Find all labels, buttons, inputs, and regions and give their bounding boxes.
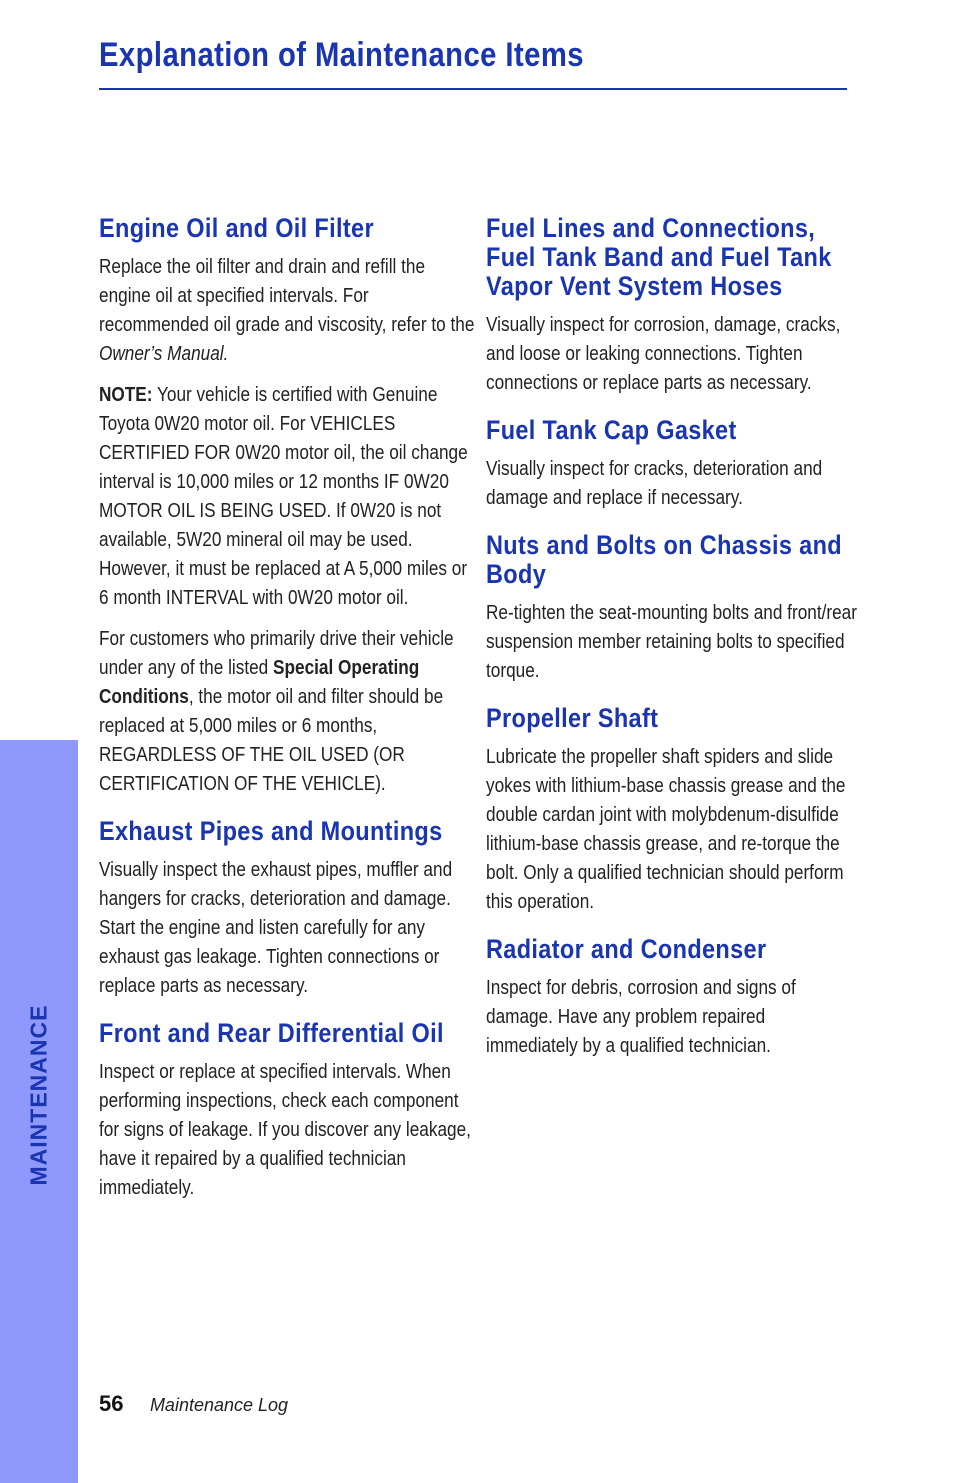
section-engine-oil — [99, 214, 479, 799]
section-radiator — [486, 935, 861, 1061]
section-heading: Fuel Tank Cap Gasket — [486, 415, 737, 445]
section-paragraph: Inspect or replace at specified intervals. When performing inspections, check each component for signs of leakage. If you discover any leakage, have it repaired by a qualified technician immediately. — [99, 1061, 471, 1199]
section-exhaust — [99, 817, 479, 1001]
section-side-tab-label: MAINTENANCE — [25, 1004, 52, 1186]
section-fuel-lines — [486, 214, 861, 398]
paragraph-text: For customers who primarily drive their vehicle under any of the listed — [99, 628, 454, 679]
page-title: Explanation of Maintenance Items — [99, 36, 584, 74]
special-conditions-emphasis: Special Operating Conditions — [99, 657, 420, 708]
section-heading: Front and Rear Differential Oil — [99, 1018, 444, 1048]
section-paragraph: Lubricate the propeller shaft spiders and slide yokes with lithium-base chassis grease and the double cardan joint with molybdenum-disulfide lithium-base chassis grease, and re-torque the bolt. Only a qualified technician should perform this operation. — [486, 746, 846, 913]
manual-reference: Owner’s Manual. — [99, 343, 229, 365]
section-paragraph: Visually inspect for cracks, deterioration and damage and replace if necessary. — [486, 458, 823, 509]
section-heading: Fuel Lines and Connections, Fuel Tank Band and Fuel Tank Vapor Vent System Hoses — [486, 213, 832, 301]
section-paragraph: Re-tighten the seat-mounting bolts and front/rear suspension member retaining bolts to specified torque. — [486, 602, 857, 682]
section-nuts-bolts — [486, 531, 861, 686]
note-label: NOTE: — [99, 384, 153, 406]
section-heading: Radiator and Condenser — [486, 934, 767, 964]
section-fuel-tank-cap — [486, 416, 861, 513]
section-paragraph: Visually inspect for corrosion, damage, cracks, and loose or leaking connections. Tighten connections or replace parts as necessary. — [486, 314, 841, 394]
left-column — [99, 214, 479, 1203]
section-differential-oil — [99, 1019, 479, 1203]
section-heading: Nuts and Bolts on Chassis and Body — [486, 530, 842, 589]
section-paragraph: Inspect for debris, corrosion and signs of damage. Have any problem repaired immediately by a qualified technician. — [486, 977, 796, 1057]
paragraph-text: , the motor oil and filter should be replaced at 5,000 miles or 6 months, REGARDLESS OF THE OIL USED (OR CERTIFICATION OF THE VEHICLE). — [99, 686, 444, 795]
section-paragraph: Visually inspect the exhaust pipes, muffler and hangers for cracks, deterioration and damage. Start the engine and listen carefully for any exhaust gas leakage. Tighten connections or replace parts as necessary. — [99, 859, 453, 997]
footer-label: Maintenance Log — [149, 1395, 289, 1415]
page-number: 56 — [99, 1391, 124, 1416]
page-footer — [99, 1391, 288, 1417]
paragraph-text: Replace the oil filter and drain and refill the engine oil at specified intervals. For recommended oil grade and viscosity, refer to the — [99, 256, 475, 336]
right-column — [486, 214, 861, 1061]
section-heading: Propeller Shaft — [486, 703, 659, 733]
section-paragraph — [99, 625, 478, 799]
section-heading: Engine Oil and Oil Filter — [99, 213, 374, 243]
title-divider — [99, 88, 847, 90]
section-paragraph — [99, 253, 478, 369]
section-heading: Exhaust Pipes and Mountings — [99, 816, 443, 846]
note-paragraph — [99, 381, 478, 613]
section-propeller-shaft — [486, 704, 861, 917]
note-text: Your vehicle is certified with Genuine Toyota 0W20 motor oil. For VEHICLES CERTIFIED FOR 0W20 motor oil, the oil change interval is 10,000 miles or 12 months IF 0W20 MOTOR OIL IS BEING USED. If 0W20 is not available, 5W20 mineral oil may be used. However, it must be replaced at A 5,000 miles or 6 month INTERVAL with 0W20 motor oil. — [99, 384, 468, 609]
